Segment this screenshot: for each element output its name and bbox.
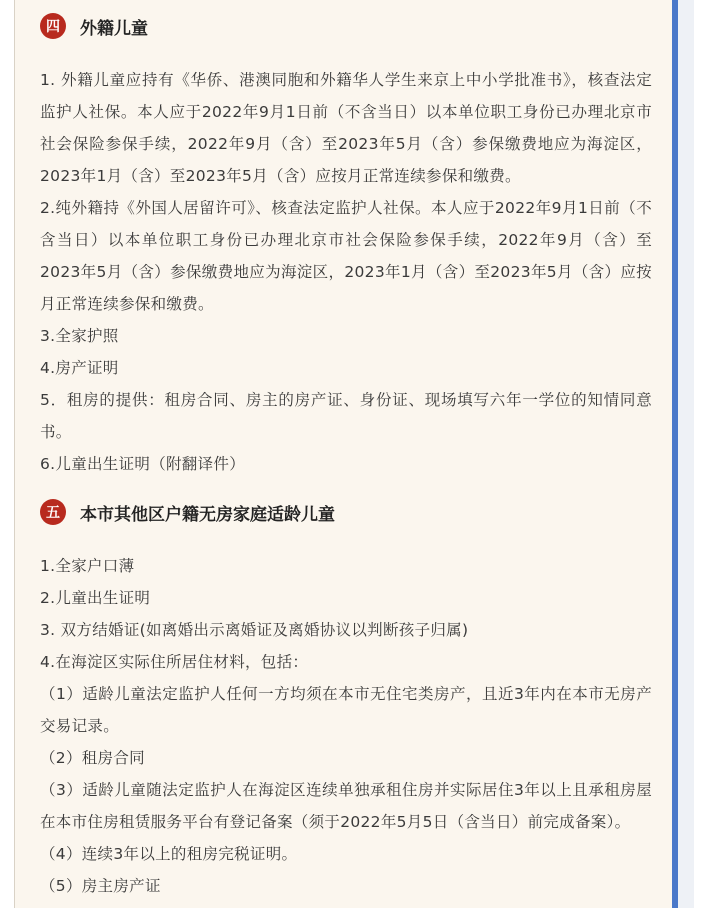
section-number-badge: 五 — [40, 499, 66, 525]
list-item: 2.纯外籍持《外国人居留许可》、核查法定监护人社保。本人应于2022年9月1日前（不含当日）以本单位职工身份已办理北京市社会保险参保手续，2022年9月（含）至2023年5月（含）参保缴费地应为海淀区，2023年1月（含）至2023年5月（含）应按月正常连续参保和缴费。 — [40, 199, 652, 313]
list-item: （2）租房合同 — [40, 749, 145, 767]
list-item: 1. 外籍儿童应持有《华侨、港澳同胞和外籍华人学生来京上中小学批准书》，核查法定监护人社保。本人应于2022年9月1日前（不含当日）以本单位职工身份已办理北京市社会保险参保手续，2022年9月（含）至2023年5月（含）参保缴费地应为海淀区，2023年1月（含）至2023年5月（含）应按月正常连续参保和缴费。 — [40, 71, 652, 185]
section-title: 本市其他区户籍无房家庭适龄儿童 — [80, 504, 335, 525]
list-item: 3. 双方结婚证(如离婚出示离婚证及离婚协议以判断孩子归属) — [40, 621, 469, 639]
list-item: 6.儿童出生证明（附翻译件） — [40, 455, 245, 473]
section-list-foreign-children — [40, 64, 652, 480]
list-item: （4）连续3年以上的租房完税证明。 — [40, 845, 298, 863]
section-list-non-haidian-no-house — [40, 550, 652, 902]
list-item: 4.房产证明 — [40, 359, 119, 377]
section-heading-non-haidian-no-house — [40, 496, 652, 528]
list-item: 5．租房的提供：租房合同、房主的房产证、身份证、现场填写六年一学位的知情同意书。 — [40, 391, 652, 441]
section-number-badge: 四 — [40, 13, 66, 39]
list-item: （3）适龄儿童随法定监护人在海淀区连续单独承租住房并实际居住3年以上且承租房屋在本市住房租赁服务平台有登记备案（须于2022年5月5日（含当日）前完成备案）。 — [40, 781, 652, 831]
article-body — [40, 0, 652, 902]
list-item: （1）适龄儿童法定监护人任何一方均须在本市无住宅类房产，且近3年内在本市无房产交易记录。 — [40, 685, 652, 735]
list-item: 4.在海淀区实际住所居住材料，包括： — [40, 653, 309, 671]
list-item: 3.全家护照 — [40, 327, 119, 345]
list-item: （5）房主房产证 — [40, 877, 161, 895]
section-heading-foreign-children — [40, 10, 652, 42]
section-title: 外籍儿童 — [80, 18, 148, 39]
list-item: 1.全家户口薄 — [40, 557, 135, 575]
window-edge — [678, 0, 694, 908]
list-item: 2.儿童出生证明 — [40, 589, 151, 607]
